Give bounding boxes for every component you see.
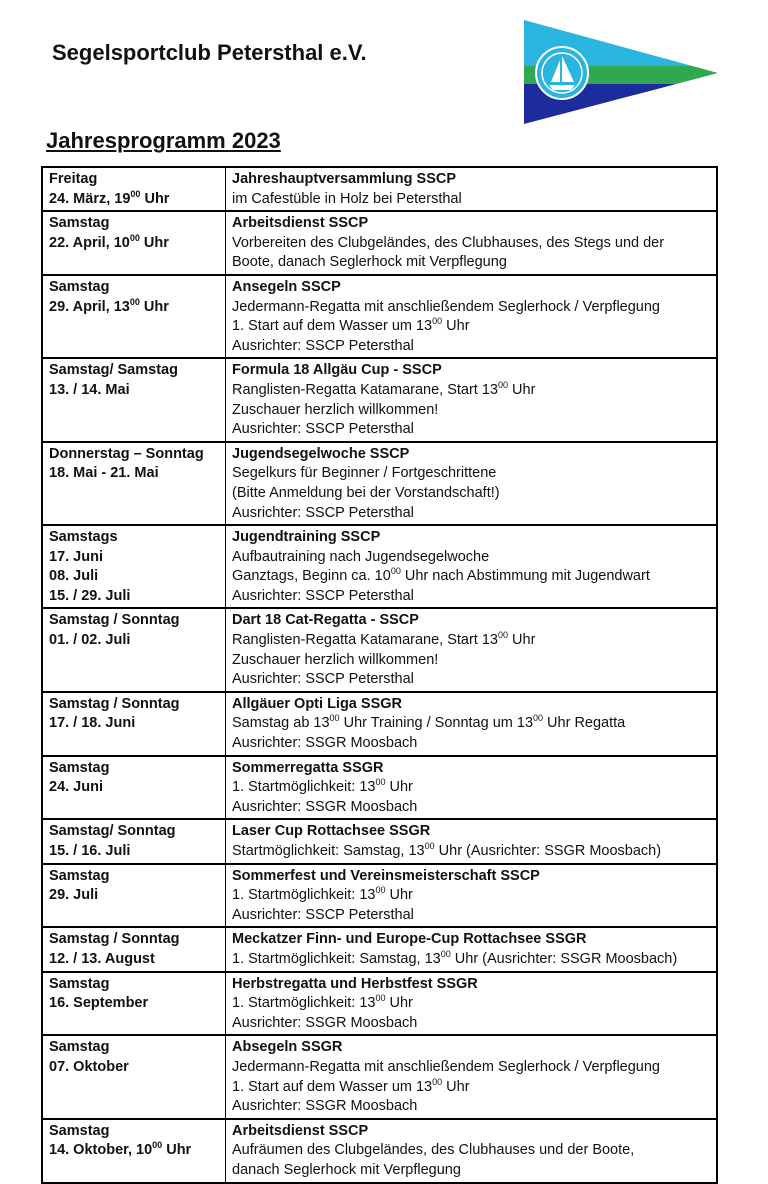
event-title: Arbeitsdienst SSCP <box>232 1122 369 1139</box>
event-row <box>42 756 717 820</box>
event-row <box>42 525 717 608</box>
event-date <box>42 608 226 691</box>
event-date <box>42 864 226 928</box>
event-date-line: 15. / 16. Juli <box>49 843 131 859</box>
club-name: Segelsportclub Petersthal e.V. <box>52 40 367 65</box>
event-details <box>226 972 718 1036</box>
event-details <box>226 167 718 211</box>
event-date <box>42 972 226 1036</box>
event-description-line: 1. Start auf dem Wasser um $13^{00}$ Uhr <box>232 1076 470 1095</box>
event-date <box>42 1119 226 1183</box>
club-pennant-logo <box>522 18 722 126</box>
event-description-line: Ausrichter: SSCP Petersthal <box>232 504 414 521</box>
event-date-line: Samstag/ Sonntag <box>49 823 176 840</box>
event-date <box>42 211 226 275</box>
event-details <box>226 927 718 971</box>
event-details <box>226 275 718 358</box>
event-title: Formula 18 Allgäu Cup - SSCP <box>232 362 442 379</box>
event-date-line: 13. / 14. Mai <box>49 381 130 398</box>
event-date-line: 08. Juli <box>49 568 99 585</box>
event-title: Meckatzer Finn- und Europe-Cup Rottachsee SSGR <box>232 931 587 948</box>
event-date <box>42 442 226 525</box>
event-date-line: Samstag <box>49 1122 110 1139</box>
event-details <box>226 692 718 756</box>
event-date <box>42 525 226 608</box>
event-date-line: 29. April, $13^{00}$ Uhr <box>49 296 169 315</box>
event-description-line: Ausrichter: SSCP Petersthal <box>232 337 414 354</box>
event-title: Herbstregatta und Herbstfest SSGR <box>232 975 478 992</box>
event-title: Sommerfest und Vereinsmeisterschaft SSCP <box>232 867 540 884</box>
event-title: Jugendtraining SSCP <box>232 529 381 546</box>
event-row <box>42 819 717 863</box>
event-details <box>226 211 718 275</box>
event-row <box>42 275 717 358</box>
event-row <box>42 167 717 211</box>
event-details <box>226 1119 718 1183</box>
event-description-line: Ausrichter: SSCP Petersthal <box>232 587 414 604</box>
event-title: Allgäuer Opti Liga SSGR <box>232 695 402 712</box>
event-date-line: Freitag <box>49 171 98 187</box>
event-details <box>226 819 718 863</box>
event-description-line: Ausrichter: SSCP Petersthal <box>232 421 414 438</box>
event-details <box>226 442 718 525</box>
event-description-line: 1. Startmöglichkeit: $13^{00}$ Uhr <box>232 777 413 796</box>
event-title: Laser Cup Rottachsee SSGR <box>232 823 431 840</box>
event-description-line: Ausrichter: SSGR Moosbach <box>232 735 418 752</box>
event-date-line: Samstag / Sonntag <box>49 612 180 629</box>
event-row <box>42 692 717 756</box>
event-description-line: Ranglisten-Regatta Katamarane, Start $13^{00}$ Uhr <box>232 630 536 649</box>
event-description-line: Samstag ab $13^{00}$ Uhr Training / Sonntag um $13^{00}$ Uhr Regatta <box>232 713 626 732</box>
event-date-line: 18. Mai - 21. Mai <box>49 465 159 482</box>
event-details <box>226 1035 718 1118</box>
event-row <box>42 927 717 971</box>
event-description-line: Ganztags, Beginn ca. $10^{00}$ Uhr nach Abstimmung mit Jugendwart <box>232 566 650 585</box>
event-date <box>42 275 226 358</box>
event-date-line: 29. Juli <box>49 887 99 904</box>
event-date <box>42 1035 226 1118</box>
event-description-line: 1. Startmöglichkeit: Samstag, $13^{00}$ Uhr (Ausrichter: SSGR Moosbach) <box>232 948 678 967</box>
event-date-line: Samstag <box>49 1039 110 1056</box>
event-title: Jahreshauptversammlung SSCP <box>232 171 457 187</box>
program-table <box>41 166 718 1184</box>
event-date-line: 01. / 02. Juli <box>49 632 131 649</box>
event-date-line: 24. Juni <box>49 779 103 796</box>
event-date <box>42 819 226 863</box>
event-row <box>42 211 717 275</box>
event-date-line: 22. April, $10^{00}$ Uhr <box>49 232 169 251</box>
event-date-line: Donnerstag – Sonntag <box>49 445 204 462</box>
event-row <box>42 972 717 1036</box>
event-details <box>226 756 718 820</box>
event-description-line: im Cafestüble in Holz bei Petersthal <box>232 190 462 207</box>
event-date-line: Samstag <box>49 867 110 884</box>
event-title: Sommerregatta SSGR <box>232 759 384 776</box>
event-description-line: 1. Startmöglichkeit: $13^{00}$ Uhr <box>232 993 413 1012</box>
event-title: Jugendsegelwoche SSCP <box>232 445 410 462</box>
event-date-line: 14. Oktober, $10^{00}$ Uhr <box>49 1140 192 1159</box>
event-date-line: 07. Oktober <box>49 1058 129 1075</box>
event-description-line: Ausrichter: SSGR Moosbach <box>232 798 418 815</box>
event-description-line: Aufbautraining nach Jugendsegelwoche <box>232 548 490 565</box>
event-date-line: Samstag <box>49 215 110 232</box>
event-date-line: 12. / 13. August <box>49 950 155 967</box>
event-description-line: Startmöglichkeit: Samstag, $13^{00}$ Uhr (Ausrichter: SSGR Moosbach) <box>232 841 662 859</box>
event-date <box>42 692 226 756</box>
event-description-line: Jedermann-Regatta mit anschließendem Seglerhock / Verpflegung <box>232 298 660 315</box>
event-details <box>226 608 718 691</box>
event-date-line: Samstags <box>49 529 118 546</box>
event-details <box>226 525 718 608</box>
event-row <box>42 608 717 691</box>
event-description-line: Aufräumen des Clubgeländes, des Clubhauses und der Boote, <box>232 1142 635 1159</box>
event-date-line: Samstag <box>49 975 110 992</box>
event-date-line: 15. / 29. Juli <box>49 587 131 604</box>
event-description-line: Ranglisten-Regatta Katamarane, Start $13^{00}$ Uhr <box>232 379 536 398</box>
event-description-line: Ausrichter: SSGR Moosbach <box>232 1098 418 1115</box>
event-date-line: Samstag <box>49 278 110 295</box>
event-date <box>42 167 226 211</box>
program-title: Jahresprogramm 2023 <box>46 128 281 153</box>
event-description-line: danach Seglerhock mit Verpflegung <box>232 1161 461 1178</box>
event-row <box>42 442 717 525</box>
event-row <box>42 358 717 441</box>
event-title: Dart 18 Cat-Regatta - SSCP <box>232 612 419 629</box>
event-description-line: Segelkurs für Beginner / Fortgeschrittene <box>232 465 497 482</box>
event-description-line: Vorbereiten des Clubgeländes, des Clubhauses, des Stegs und der <box>232 234 665 251</box>
event-description-line: Boote, danach Seglerhock mit Verpflegung <box>232 254 507 271</box>
event-description-line: Ausrichter: SSCP Petersthal <box>232 906 414 923</box>
event-date-line: Samstag <box>49 759 110 776</box>
event-date-line: 17. Juni <box>49 548 103 565</box>
event-row <box>42 1119 717 1183</box>
event-date-line: 16. September <box>49 995 149 1012</box>
event-title: Ansegeln SSCP <box>232 278 341 295</box>
event-description-line: (Bitte Anmeldung bei der Vorstandschaft!) <box>232 484 500 501</box>
event-details <box>226 358 718 441</box>
event-description-line: 1. Start auf dem Wasser um $13^{00}$ Uhr <box>232 316 470 335</box>
event-description-line: Zuschauer herzlich willkommen! <box>232 651 439 668</box>
event-description-line: 1. Startmöglichkeit: $13^{00}$ Uhr <box>232 885 413 904</box>
event-date <box>42 358 226 441</box>
event-date-line: Samstag / Sonntag <box>49 695 180 712</box>
event-row <box>42 1035 717 1118</box>
event-date-line: Samstag / Sonntag <box>49 931 180 948</box>
event-date-line: 24. März, $19^{00}$ Uhr <box>49 188 170 207</box>
event-date-line: 17. / 18. Juni <box>49 715 136 732</box>
event-description-line: Zuschauer herzlich willkommen! <box>232 401 439 418</box>
event-description-line: Ausrichter: SSCP Petersthal <box>232 671 414 688</box>
event-details <box>226 864 718 928</box>
event-row <box>42 864 717 928</box>
event-description-line: Jedermann-Regatta mit anschließendem Seglerhock / Verpflegung <box>232 1058 660 1075</box>
event-title: Absegeln SSGR <box>232 1039 343 1056</box>
event-description-line: Ausrichter: SSGR Moosbach <box>232 1014 418 1031</box>
event-title: Arbeitsdienst SSCP <box>232 215 369 232</box>
event-date <box>42 927 226 971</box>
event-date <box>42 756 226 820</box>
event-date-line: Samstag/ Samstag <box>49 362 178 379</box>
